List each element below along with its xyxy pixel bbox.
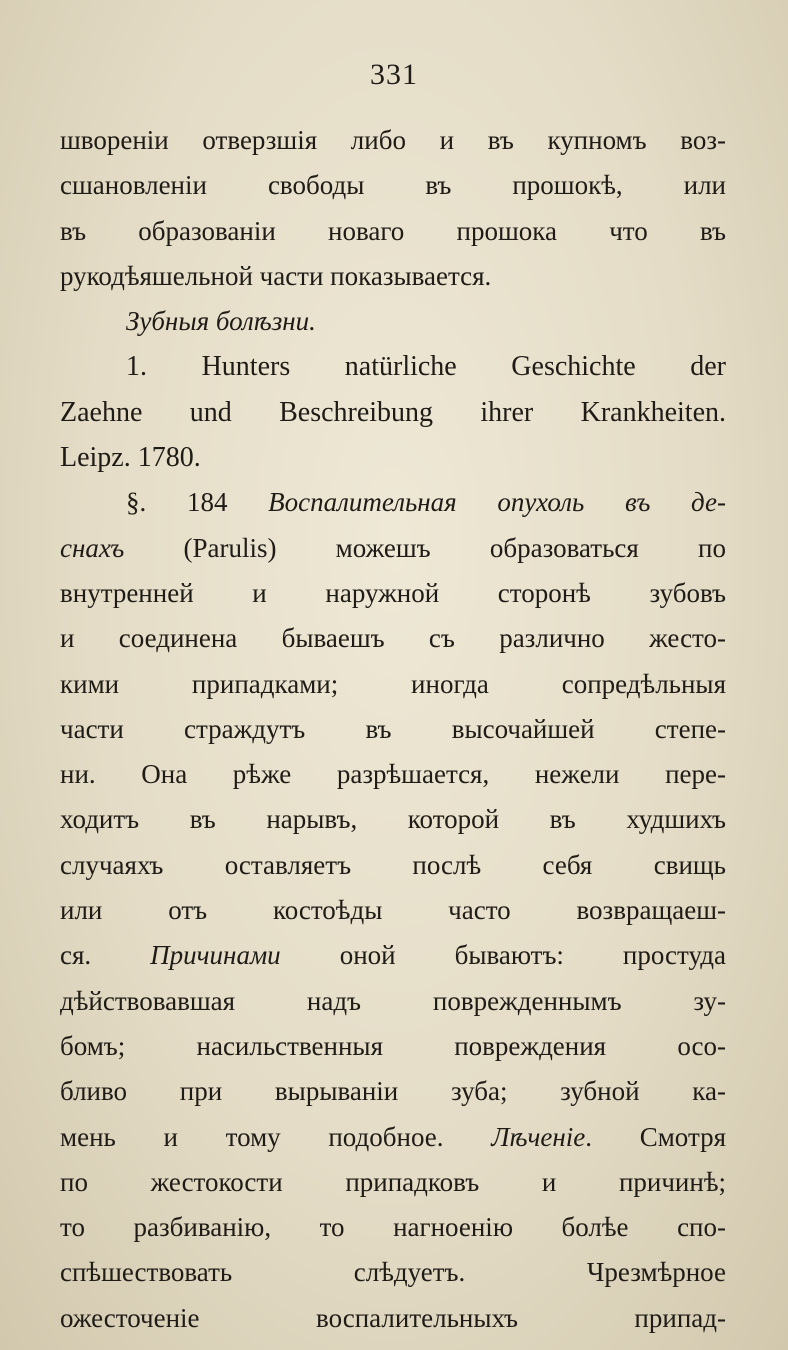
text-line: случаяхъ оставляетъ послѣ себя свищь xyxy=(60,849,726,880)
text-line: то разбиванію, то нагноенію болѣе спо- xyxy=(60,1212,726,1243)
text-line: дѣйствовавшая надъ поврежденнымъ зу- xyxy=(60,985,726,1016)
text-line: шворенiи отверзшiя либо и въ купномъ воз- xyxy=(60,125,726,155)
text-line: ходитъ въ нарывъ, которой въ худшихъ xyxy=(60,804,726,835)
reference-line: 1. Hunters natürliche Geschichte der xyxy=(126,351,726,383)
body-text xyxy=(60,118,726,1341)
section-heading: Зубныя болѣзни. xyxy=(126,306,316,337)
text-line: ся. Причинами оной бываютъ: простуда xyxy=(60,940,726,971)
text-line: ожесточенiе воспалительныхъ припад- xyxy=(60,1302,726,1333)
reference-line: Zaehne und Beschreibung ihrer Krankheiten. xyxy=(60,396,726,428)
text-line: по жестокости припадковъ и причинѣ; xyxy=(60,1166,726,1197)
text-line: въ образованiи новаго прошока что въ xyxy=(60,215,726,246)
text-line: мень и тому подобное. Лѣченiе. Смотря xyxy=(60,1121,726,1152)
text-line: и соединена бываешъ съ различно жесто- xyxy=(60,623,726,654)
text-line: ни. Она рѣже разрѣшается, нежели пере- xyxy=(60,759,726,790)
text-line: части страждутъ въ высочайшей степе- xyxy=(60,713,726,744)
text-line: сшановленiи свободы въ прошокѣ, или xyxy=(60,170,726,201)
text-line: бливо при вырываніи зуба; зубной ка- xyxy=(60,1076,726,1107)
text-line: кими припадками; иногда сопредѣльныя xyxy=(60,668,726,699)
text-line: внутренней и наружной сторонѣ зубовъ xyxy=(60,577,726,608)
text-line: или отъ костоѣды часто возвращаеш- xyxy=(60,895,726,926)
text-line: спѣшествовать слѣдуетъ. Чрезмѣрное xyxy=(60,1257,726,1288)
page-number: 331 xyxy=(370,58,418,91)
reference-line: Leipz. 1780. xyxy=(60,442,201,474)
text-line: рукодѣяшельной части показывается. xyxy=(60,260,492,291)
text-line: §. 184 Воспалительная опухоль въ де- xyxy=(126,487,726,518)
text-line: снахъ (Parulis) можешъ образоваться по xyxy=(60,532,726,563)
text-line: бомъ; насильственныя повреждения осо- xyxy=(60,1030,726,1061)
